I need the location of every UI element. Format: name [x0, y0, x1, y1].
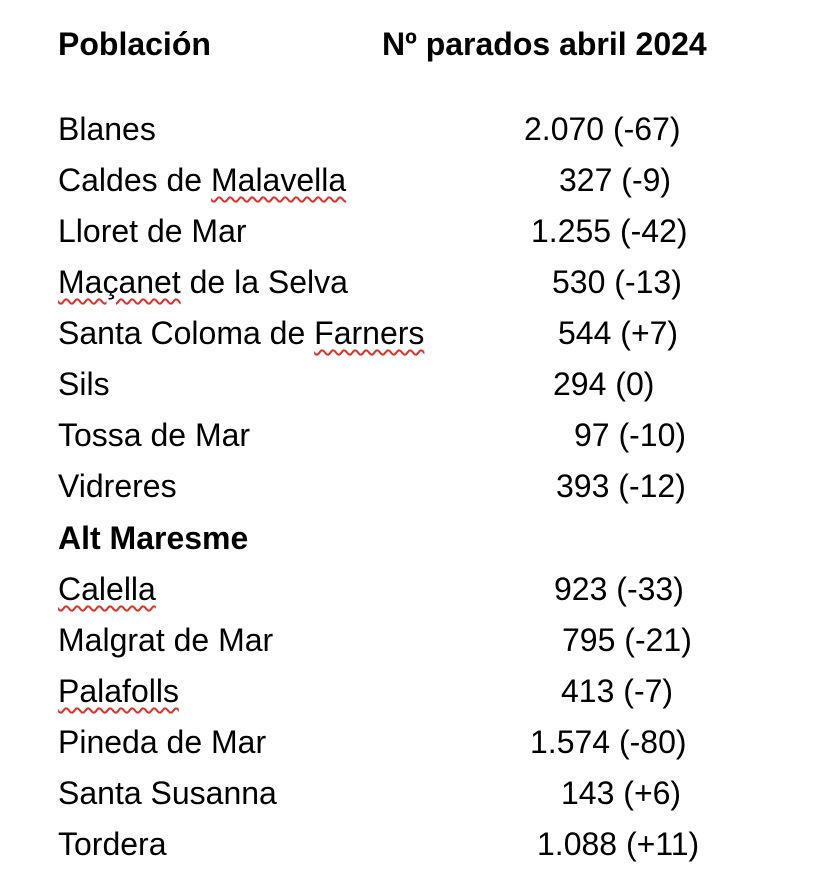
name-text: Santa Coloma de: [58, 315, 315, 351]
row-value: 795 (-21): [562, 622, 692, 658]
table-row: [0, 819, 830, 869]
row-name: [58, 206, 247, 256]
row-name: [58, 819, 167, 869]
table-row: [0, 717, 830, 767]
row-name: [58, 359, 110, 409]
row-value: 530 (-13): [552, 264, 682, 300]
row-value: 923 (-33): [554, 571, 684, 607]
table-row: [0, 768, 830, 818]
name-text: Tossa de Mar: [58, 417, 251, 453]
row-value: 544 (+7): [558, 315, 679, 351]
row-name: [58, 615, 273, 665]
row-value: 2.070 (-67): [524, 111, 681, 147]
table-row: [0, 666, 830, 716]
table-row: [0, 410, 830, 460]
row-value: 1.088 (+11): [537, 826, 700, 862]
row-name: [58, 257, 348, 307]
table-row: [0, 155, 830, 205]
misspelled-word: Maçanet: [58, 264, 181, 300]
name-text: Pineda de Mar: [58, 724, 267, 760]
header-parados: Nº parados abril 2024: [382, 26, 707, 62]
table-row: [0, 461, 830, 511]
table-row: [0, 359, 830, 409]
section-title: Alt Maresme: [58, 520, 249, 556]
row-value: 1.255 (-42): [531, 213, 688, 249]
section-header: [0, 513, 830, 563]
row-name: [58, 104, 156, 154]
row-name: [58, 410, 250, 460]
row-value: 97 (-10): [574, 417, 687, 453]
name-text: Caldes de: [58, 162, 211, 198]
row-name: [58, 666, 179, 716]
name-text: Blanes: [58, 111, 156, 147]
misspelled-word: Calella: [58, 571, 156, 607]
misspelled-word: Farners: [314, 315, 425, 351]
name-text: Santa Susanna: [58, 775, 277, 811]
table-row: [0, 564, 830, 614]
misspelled-word: Malavella: [210, 162, 347, 198]
row-value: 413 (-7): [561, 673, 674, 709]
row-value: 327 (-9): [559, 162, 672, 198]
name-text: Tordera: [58, 826, 167, 862]
table-row: [0, 308, 830, 358]
row-name: [58, 717, 266, 767]
name-text: Lloret de Mar: [58, 213, 247, 249]
table-row: [0, 104, 830, 154]
name-text: Vidreres: [58, 468, 177, 504]
name-text: Sils: [58, 366, 110, 402]
row-value: 393 (-12): [556, 468, 686, 504]
name-text: de la Selva: [180, 264, 348, 300]
table-row: [0, 257, 830, 307]
row-name: [58, 308, 424, 358]
row-name: [58, 564, 156, 614]
name-text: Malgrat de Mar: [58, 622, 274, 658]
row-value: 294 (0): [553, 366, 655, 402]
row-value: 1.574 (-80): [530, 724, 687, 760]
misspelled-word: Palafolls: [58, 673, 179, 709]
table-row: [0, 615, 830, 665]
header-poblacion: Población: [58, 26, 211, 62]
table-row: [0, 206, 830, 256]
row-name: [58, 155, 346, 205]
row-value: 143 (+6): [561, 775, 682, 811]
row-name: [58, 768, 277, 818]
row-name: [58, 461, 177, 511]
